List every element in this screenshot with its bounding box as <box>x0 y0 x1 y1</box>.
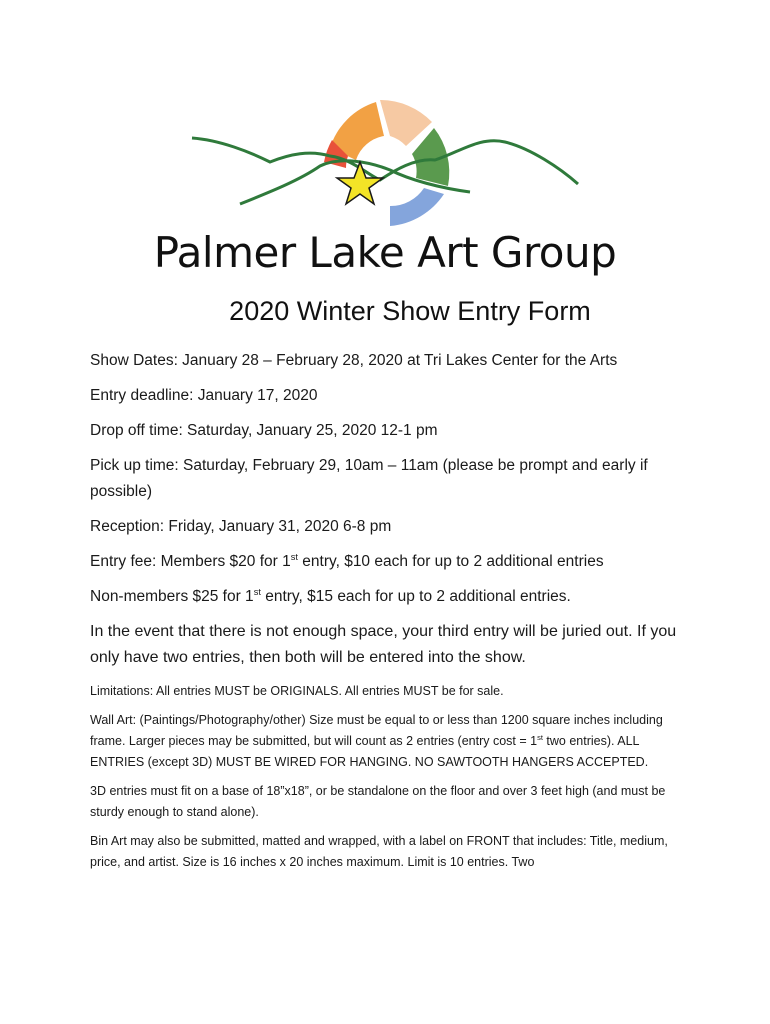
logo-mountain-back <box>192 138 578 184</box>
entry-fee-members <box>90 549 690 575</box>
logo-peach-segment <box>380 100 432 146</box>
bin-art-rules: Bin Art may also be submitted, matted and wrapped, with a label on FRONT that includes: Title, medium, price, and artist. Size is 16 inches x 20 inches maximum. Limit is 10 entries. Two <box>90 834 668 869</box>
reception: Reception: Friday, January 31, 2020 6-8 pm <box>90 518 392 535</box>
page-title: 2020 Winter Show Entry Form <box>229 296 591 326</box>
pick-up-time: Pick up time: Saturday, February 29, 10am – 11am (please be prompt and early if possible) <box>90 457 648 500</box>
fee-members-text-2: entry, $10 each for up to 2 additional entries <box>297 553 604 570</box>
logo-blue-segment <box>390 188 444 226</box>
show-dates: Show Dates: January 28 – February 28, 2020 at Tri Lakes Center for the Arts <box>90 352 618 369</box>
fee-nonmembers-text: Non-members $25 for 1 <box>90 588 254 605</box>
fee-nonmembers-sup: st <box>253 586 261 597</box>
wall-art-text-2: two entries). ALL ENTRIES (except 3D) MUST BE WIRED FOR HANGING. NO SAWTOOTH HANGERS ACCEPTED. <box>90 734 649 769</box>
entry-fee-nonmembers <box>90 584 690 610</box>
3d-entry-rules: 3D entries must fit on a base of 18”x18”, or be standalone on the floor and over 3 feet high (and must be sturdy enough to stand alone). <box>90 784 666 819</box>
org-name: Palmer Lake Art Group <box>153 228 617 277</box>
fee-members-sup: st <box>290 551 298 562</box>
fee-members-text: Entry fee: Members $20 for 1 <box>90 553 291 570</box>
entry-deadline: Entry deadline: January 17, 2020 <box>90 387 318 404</box>
wall-art-sup: st <box>537 732 543 742</box>
logo-graphic-icon <box>180 96 600 246</box>
document-body <box>90 348 690 881</box>
limitations: Limitations: All entries MUST be ORIGINALS. All entries MUST be for sale. <box>90 684 504 698</box>
wall-art-rules <box>90 710 690 773</box>
fee-nonmembers-text-2: entry, $15 each for up to 2 additional entries. <box>260 588 571 605</box>
jury-note: In the event that there is not enough space, your third entry will be juried out. If you only have two entries, then both will be entered into the show. <box>90 623 677 666</box>
wall-art-text: Wall Art: (Paintings/Photography/other) Size must be equal to or less than 1200 square inches including frame. Larger pieces may be submitted, but will count as 2 entries (entry cost = 1 <box>90 713 663 748</box>
logo-star-icon <box>337 162 383 204</box>
drop-off-time: Drop off time: Saturday, January 25, 2020 12-1 pm <box>90 422 438 439</box>
